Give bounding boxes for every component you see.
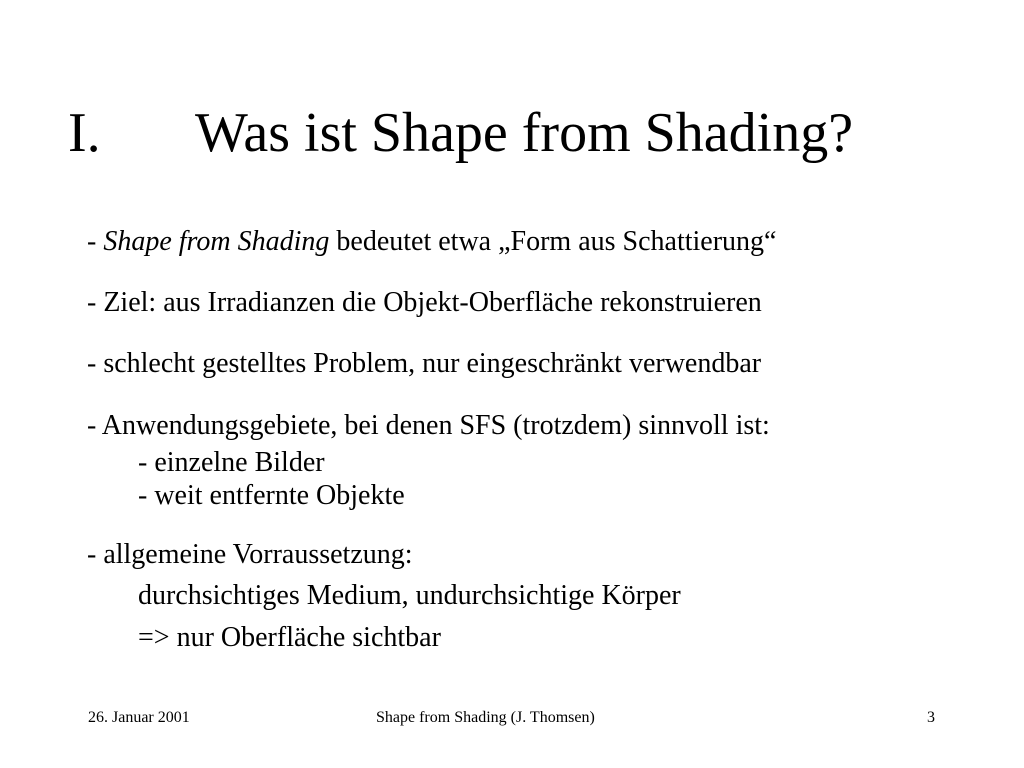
sub-item-medium: durchsichtiges Medium, undurchsichtige Körper <box>138 580 681 611</box>
footer-date: 26. Januar 2001 <box>88 709 190 726</box>
title-text: Was ist Shape from Shading? <box>195 102 854 164</box>
footer-page-number: 3 <box>927 709 935 726</box>
title-number: I. <box>68 102 101 164</box>
bullet-ill-posed: - schlecht gestelltes Problem, nur eingeschränkt verwendbar <box>87 348 762 379</box>
bullet-definition <box>87 225 776 259</box>
bullet-italic-term: Shape from Shading <box>103 226 330 257</box>
bullet-applications: - Anwendungsgebiete, bei denen SFS (trotzdem) sinnvoll ist: <box>87 410 770 441</box>
sub-item-single-images: - einzelne Bilder <box>138 447 325 478</box>
bullet-prerequisite: - allgemeine Vorraussetzung: <box>87 539 413 570</box>
slide-title <box>68 98 853 168</box>
bullet-goal: - Ziel: aus Irradianzen die Objekt-Oberfläche rekonstruieren <box>87 287 762 318</box>
sub-item-distant-objects: - weit entfernte Objekte <box>138 480 405 511</box>
bullet-definition-rest: bedeutet etwa „Form aus Schattierung“ <box>329 226 777 257</box>
sub-item-surface-visible: => nur Oberfläche sichtbar <box>138 622 441 653</box>
footer-center-title: Shape from Shading (J. Thomsen) <box>376 709 595 726</box>
bullet-dash: - <box>87 226 104 257</box>
